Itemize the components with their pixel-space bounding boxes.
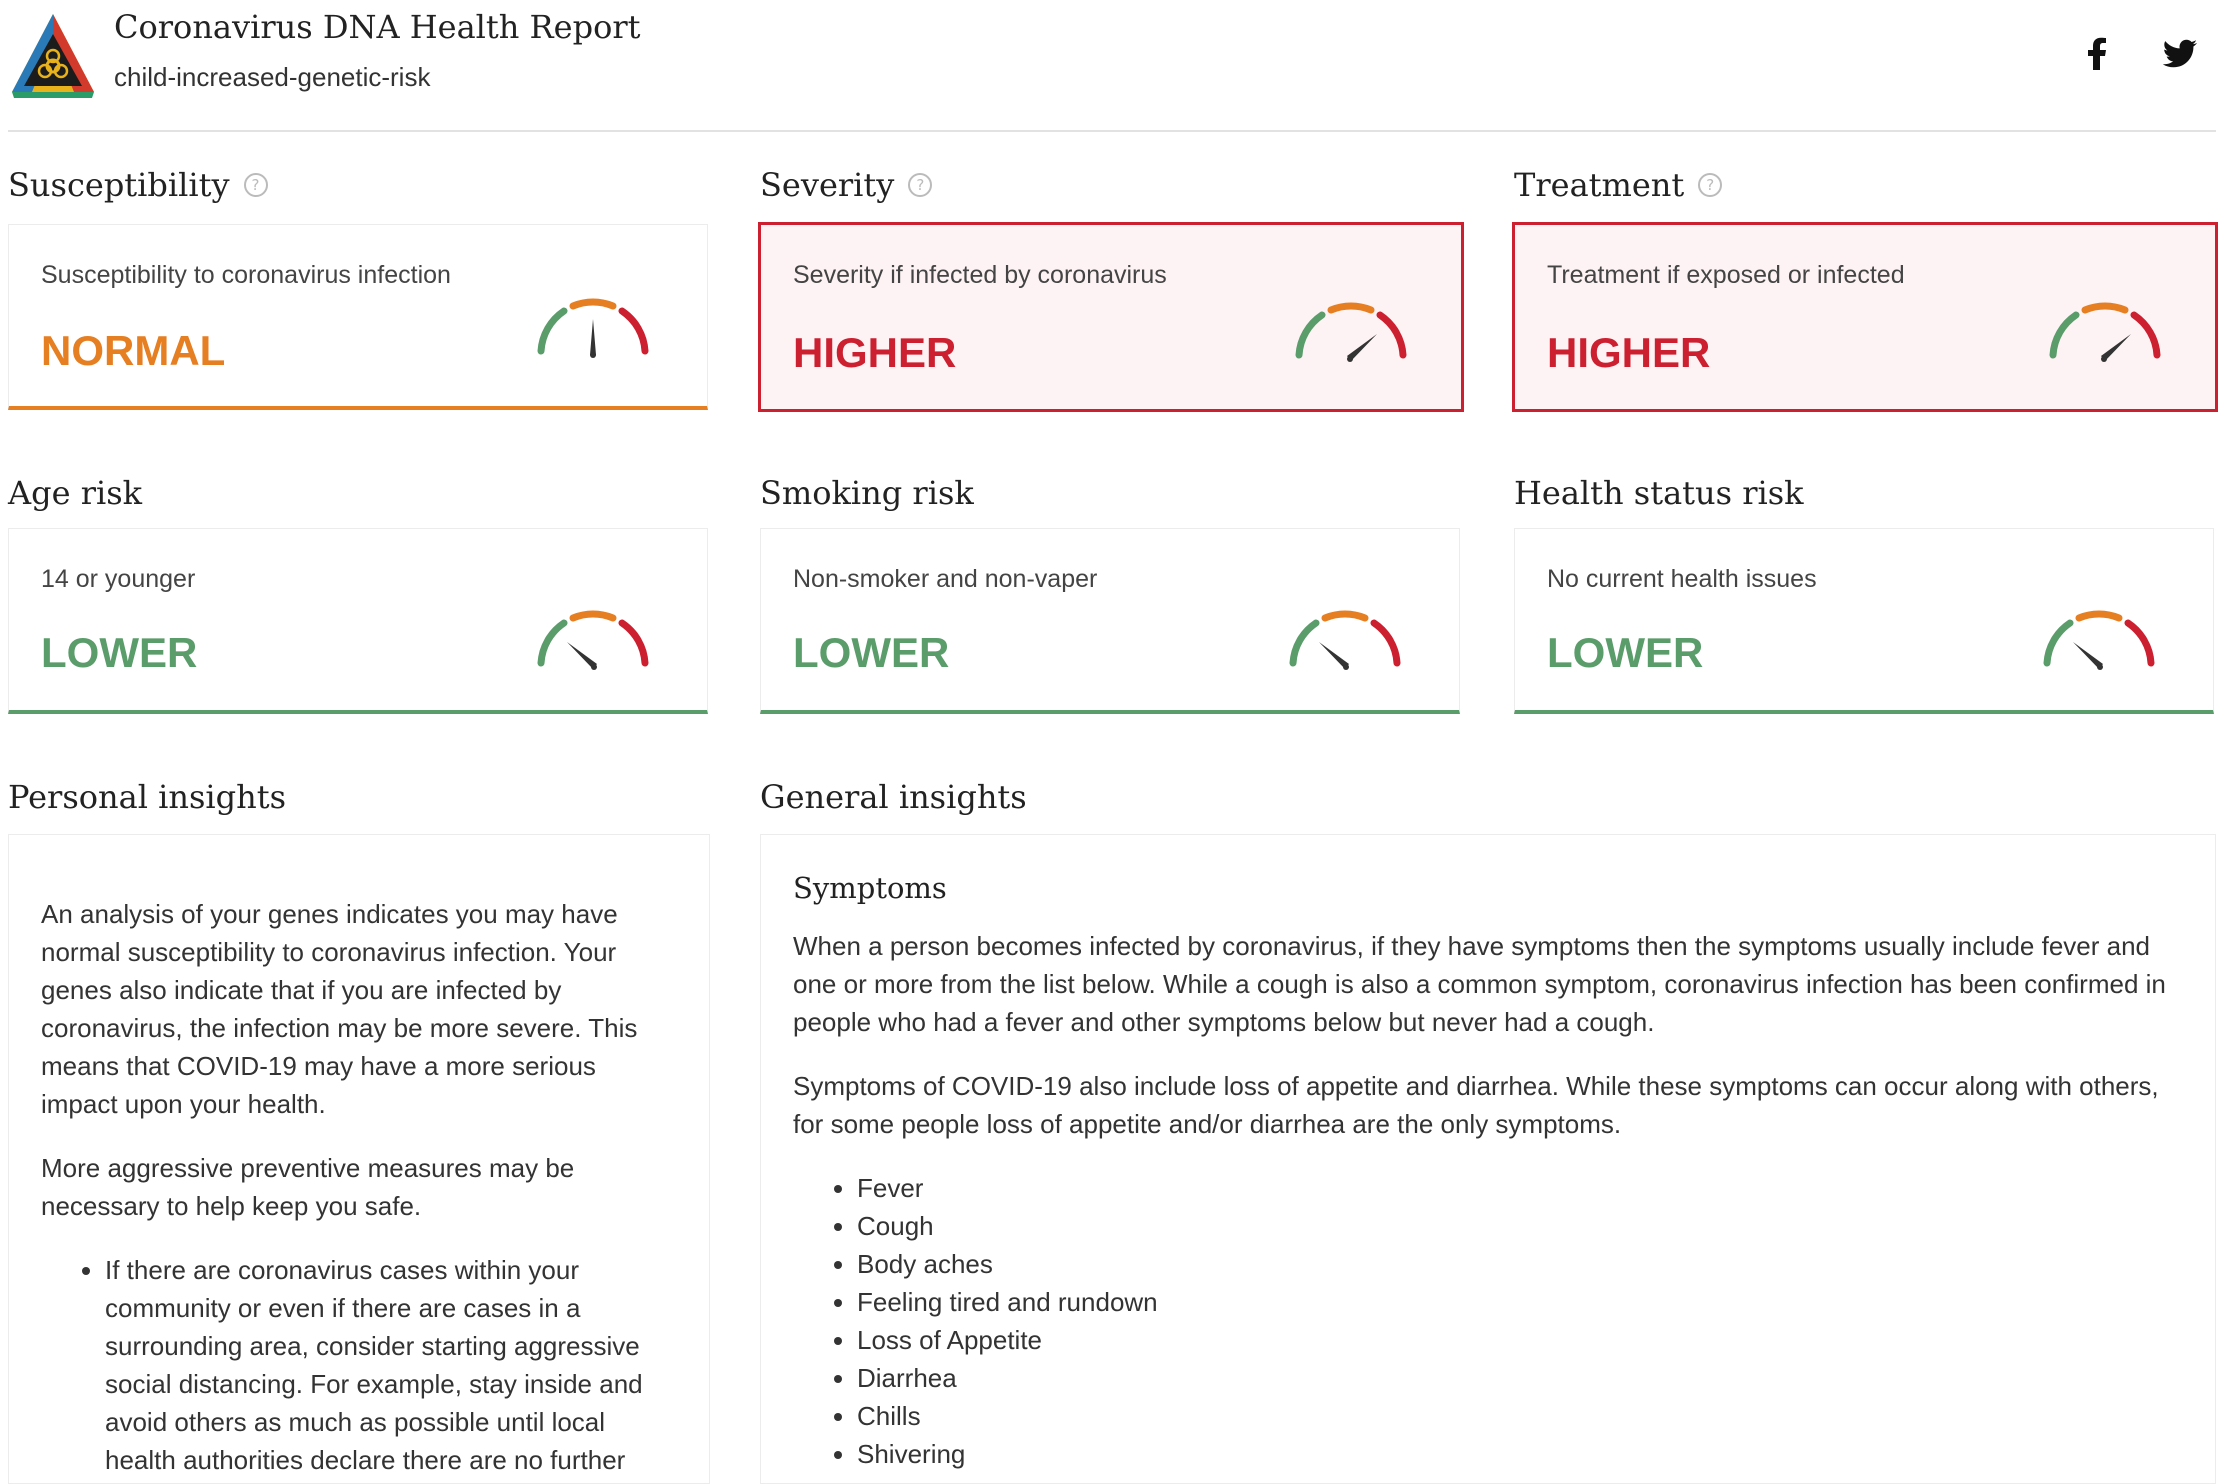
list-item: • Loss of Appetite xyxy=(857,1321,2183,1359)
card-label: Severity if infected by coronavirus xyxy=(793,261,1167,289)
card-label: No current health issues xyxy=(1547,565,1817,593)
card-label: Susceptibility to coronavirus infection xyxy=(41,261,451,289)
personal-insights-panel xyxy=(8,834,710,1484)
report-id: child-increased-genetic-risk xyxy=(114,62,431,92)
page-title: Coronavirus DNA Health Report xyxy=(114,8,641,46)
risk-level: LOWER xyxy=(1547,629,1704,676)
insight-paragraph: An analysis of your genes indicates you may have normal susceptibility to coronavirus infection. Your genes also indicate that if you are infected by coronavirus, the infection may be more severe. This means that COVID-19 may have a more serious impact upon your health. xyxy=(41,899,638,1119)
gauge-lower-icon xyxy=(531,605,655,675)
symptoms-heading: Symptoms xyxy=(793,871,947,905)
section-title-age-risk xyxy=(8,474,142,512)
section-title-severity xyxy=(760,166,932,204)
list-item: • Shivering xyxy=(857,1435,2183,1473)
list-item: • If there are coronavirus cases within your community or even if there are cases in a surrounding area, consider starting aggressive social distancing. For example, stay inside and avoid others as much as possible until local health authorities declare there are no further xyxy=(105,1251,679,1479)
section-title-text: Treatment xyxy=(1514,166,1685,204)
section-title-text: General insights xyxy=(760,778,1027,816)
health-status-risk-card xyxy=(1514,528,2214,714)
risk-level: LOWER xyxy=(793,629,950,676)
list-item: • Chills xyxy=(857,1397,2183,1435)
insight-paragraph: When a person becomes infected by coronavirus, if they have symptoms then the symptoms usually include fever and one or more from the list below. While a cough is also a common symptom, coronavirus infection has been confirmed in people who had a fever and other symptoms below but never had a cough. xyxy=(793,931,2166,1037)
section-title-health-status-risk xyxy=(1514,474,1804,512)
gauge-lower-icon xyxy=(1283,605,1407,675)
header-divider xyxy=(8,130,2216,132)
list-item: • Diarrhea xyxy=(857,1359,2183,1397)
gauge-normal-icon xyxy=(531,293,655,363)
insight-paragraph: Symptoms of COVID-19 also include loss of appetite and diarrhea. While these symptoms can occur along with others, for some people loss of appetite and/or diarrhea are the only symptoms. xyxy=(793,1071,2159,1139)
section-title-text: Smoking risk xyxy=(760,474,974,512)
biohazard-logo-icon xyxy=(8,10,98,100)
section-title-treatment xyxy=(1514,166,1722,204)
section-title-text: Susceptibility xyxy=(8,166,230,204)
smoking-risk-card xyxy=(760,528,1460,714)
card-label: Treatment if exposed or infected xyxy=(1547,261,1905,289)
gauge-higher-icon xyxy=(1289,297,1413,367)
header xyxy=(0,0,2224,132)
gauge-higher-icon xyxy=(2043,297,2167,367)
section-title-personal-insights xyxy=(8,778,286,816)
list-item: • Body aches xyxy=(857,1245,2183,1283)
card-label: 14 or younger xyxy=(41,565,196,593)
susceptibility-card xyxy=(8,224,708,410)
risk-level: HIGHER xyxy=(1547,329,1711,376)
help-icon[interactable]: ? xyxy=(1698,173,1722,197)
help-icon[interactable]: ? xyxy=(908,173,932,197)
risk-level: NORMAL xyxy=(41,327,226,374)
help-icon[interactable]: ? xyxy=(244,173,268,197)
symptoms-list xyxy=(793,1169,2183,1473)
insight-bullet-list xyxy=(41,1251,679,1479)
risk-level: LOWER xyxy=(41,629,198,676)
facebook-icon[interactable] xyxy=(2078,34,2118,74)
section-title-text: Health status risk xyxy=(1514,474,1804,512)
list-item: • Cough xyxy=(857,1207,2183,1245)
section-title-text: Age risk xyxy=(8,474,143,512)
gauge-lower-icon xyxy=(2037,605,2161,675)
list-item: • Feeling tired and rundown xyxy=(857,1283,2183,1321)
severity-card xyxy=(758,222,1464,412)
section-title-susceptibility xyxy=(8,166,268,204)
section-title-smoking-risk xyxy=(760,474,974,512)
general-insights-panel xyxy=(760,834,2216,1484)
risk-level: HIGHER xyxy=(793,329,957,376)
list-item: • Fever xyxy=(857,1169,2183,1207)
section-title-text: Severity xyxy=(760,166,895,204)
age-risk-card xyxy=(8,528,708,714)
treatment-card xyxy=(1512,222,2218,412)
section-title-general-insights xyxy=(760,778,1027,816)
card-label: Non-smoker and non-vaper xyxy=(793,565,1098,593)
twitter-icon[interactable] xyxy=(2160,34,2200,74)
insight-paragraph: More aggressive preventive measures may be necessary to help keep you safe. xyxy=(41,1153,575,1221)
section-title-text: Personal insights xyxy=(8,778,286,816)
